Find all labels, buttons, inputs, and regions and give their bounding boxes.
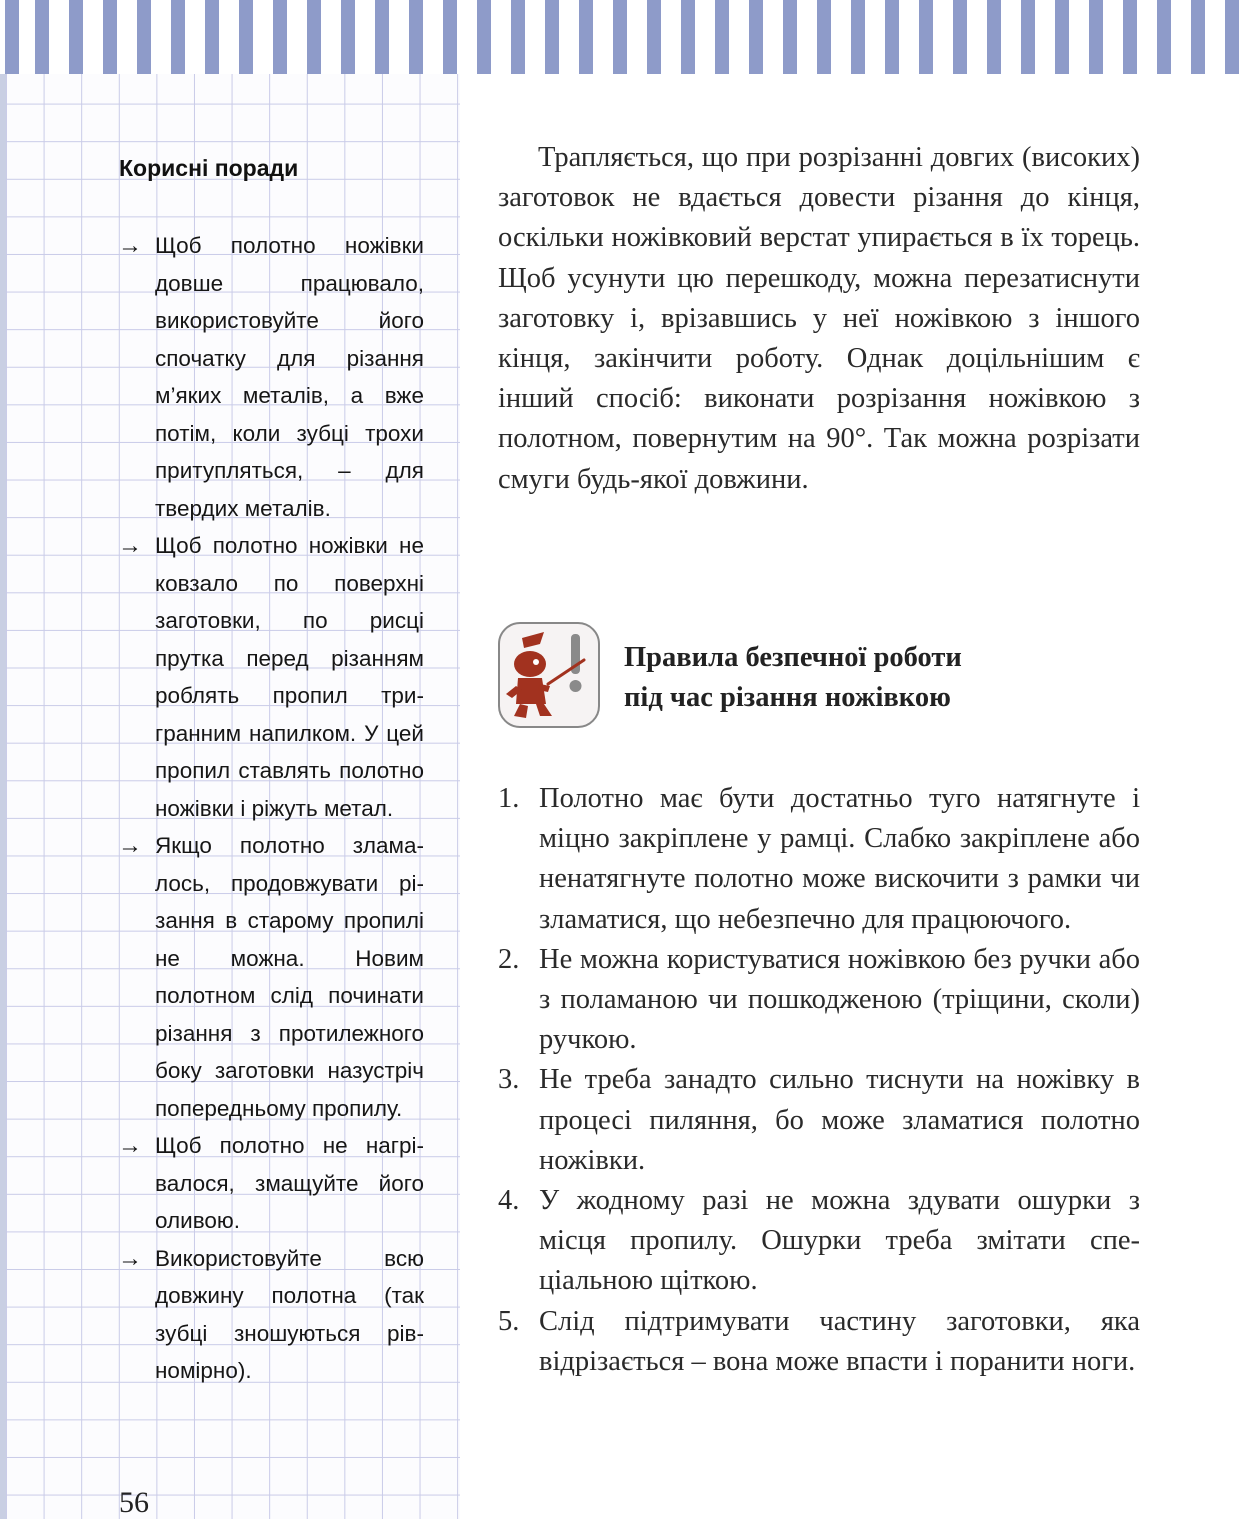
- page-number: 56: [119, 1486, 149, 1519]
- arrow-right-icon: →: [118, 1132, 142, 1159]
- arrow-right-icon: →: [118, 532, 142, 559]
- warning-teacher-icon: [498, 622, 600, 728]
- tip-item: [118, 227, 424, 527]
- tip-text: Якщо полотно зламалось, продовжувати різання в старому пропилі не можна. Новим полотном слід починати різання з протилежного боку заготовки назустріч попередньому пропилу.: [155, 833, 424, 1121]
- rule-item: [498, 1060, 1140, 1181]
- rule-item: [498, 779, 1140, 940]
- safety-rules-heading: [624, 638, 962, 718]
- tip-text: Щоб полотно ножівки не ковзало по поверхні заготовки, по рисці прутка перед різанням роблять пропил тригранним напилком. У цей пропил ставлять полотно ножівки і ріжуть метал.: [155, 533, 424, 821]
- tip-text: Щоб полотно не нагрівалося, змащуйте його оливою.: [155, 1133, 424, 1233]
- tip-item: [118, 1127, 424, 1240]
- arrow-right-icon: →: [118, 232, 142, 259]
- tip-text: Щоб полотно ножівки довше працювало, використовуйте його спочатку для різання м’яких металів, а вже потім, коли зубці трохи притупляться, – для твердих металів.: [155, 233, 424, 521]
- main-paragraph: Трапляється, що при розрізанні довгих (високих) заготовок не вдається довести різання до кінця, оскільки ножівковий верстат упирається в їх торець. Щоб усунути цю перешкоду, можна перезатиснути заготовку і, врізавшись у неї ножівкою з іншого кінця, закінчити роботу. Однак доцільнішим є інший спосіб: виконати розрізання ножівкою з полотном, повернутим на 90°. Так можна розрізати смуги будь-якої довжини.: [498, 142, 1140, 495]
- rule-number: 3.: [498, 1064, 520, 1096]
- rule-number: 2.: [498, 943, 520, 975]
- rule-number: 5.: [498, 1305, 520, 1337]
- rule-item: [498, 940, 1140, 1061]
- rule-item: [498, 1302, 1140, 1382]
- rule-text: У жодному разі не можна здувати ошурки з місця пропилу. Ошурки треба змітати спеціальною щіткою.: [539, 1185, 1140, 1297]
- rule-number: 1.: [498, 783, 520, 814]
- top-stripe-border: [0, 0, 1254, 74]
- warning-figure-graphic: [500, 624, 598, 726]
- rule-number: 4.: [498, 1185, 520, 1217]
- safety-heading-line-1: Правила безпечної роботи: [624, 642, 962, 673]
- safety-rules-list: [498, 779, 1140, 1382]
- tip-item: [118, 527, 424, 827]
- rule-text: Слід підтримувати частину заготовки, яка відрізається – вона може впасти і поранити ноги.: [539, 1305, 1140, 1377]
- rule-item: [498, 1181, 1140, 1302]
- rule-text: Не можна користуватися ножівкою без ручки або з поламаною чи пошкодженою (тріщини, сколи) ручкою.: [539, 943, 1140, 1056]
- arrow-right-icon: →: [118, 1244, 142, 1272]
- rule-text: Не треба занадто сильно тиснути на ножівку в процесі пиляння, бо може зламатися полотно ножівки.: [539, 1064, 1140, 1176]
- rule-text: Полотно має бути достатньо туго натягнуте і міцно закріплене у рамці. Слабко закріплене або ненатягнуте полотно може вискочити з рамки чи зламатися, що небезпечно для працюючого.: [539, 783, 1140, 935]
- safety-heading-line-2: під час різання ножівкою: [624, 682, 951, 713]
- tip-item: [118, 1240, 424, 1390]
- tip-item: [118, 827, 424, 1127]
- useful-tips-title: Корисні поради: [119, 155, 299, 181]
- tips-list: [118, 227, 424, 1390]
- arrow-right-icon: →: [118, 832, 142, 859]
- tip-text: Використовуйте всю довжину полотна (так зубці зношуються рівномірно).: [155, 1245, 424, 1383]
